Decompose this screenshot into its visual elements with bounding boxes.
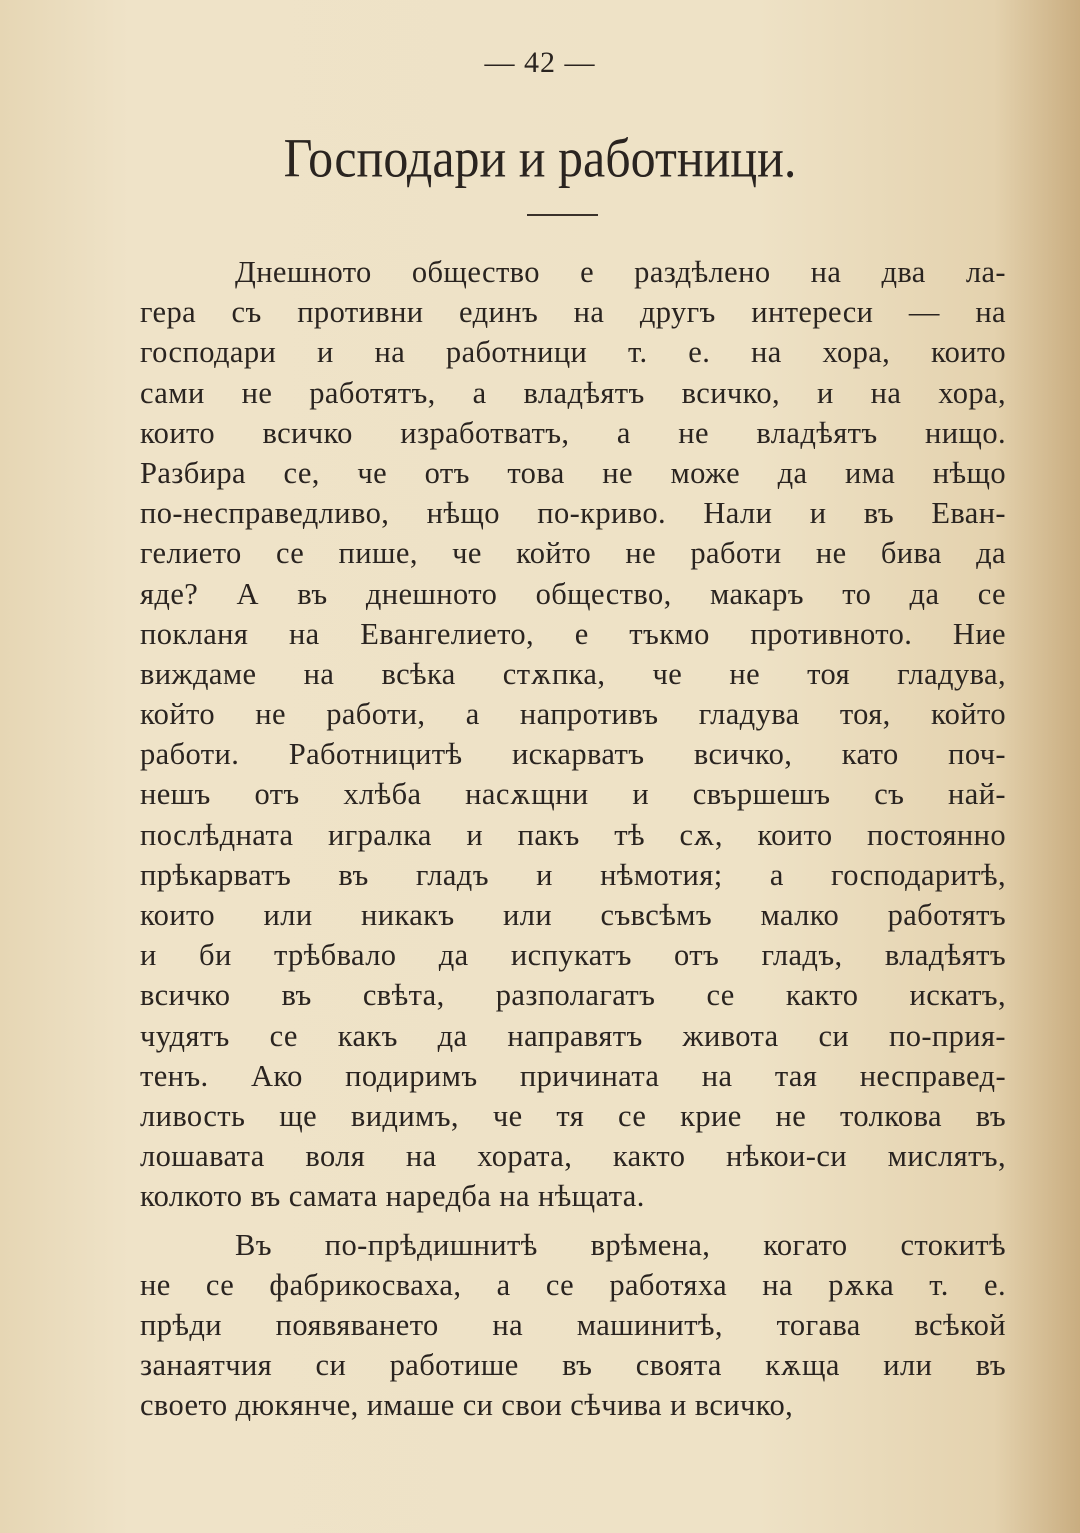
text-line: яде? А въ днешното общество, макаръ то да се [140,576,1006,611]
text-line: колкото въ самата наредба на нѣщата. [140,1179,645,1214]
paragraph [140,252,1006,1217]
text-line: работи. Работницитѣ искарватъ всичко, като поч- [140,737,1006,772]
text-line: сами не работятъ, а владѣятъ всичко, и на хора, [140,375,1006,410]
text-line: прѣди появяването на машинитѣ, тогава всѣкой [140,1307,1006,1342]
text-line: по-несправедливо, нѣщо по-криво. Нали и въ Еван- [140,496,1006,531]
text-line: който не работи, а напротивъ гладува тоя, който [140,697,1006,732]
text-line: гера съ противни единъ на другъ интереси — на [140,295,1006,330]
title-divider [527,214,598,216]
text-line: прѣкарватъ въ гладъ и нѣмотия; а господаритѣ, [140,857,1006,892]
text-line: нешъ отъ хлѣба насѫщни и свършешъ съ най- [140,777,1006,812]
text-line: ливость ще видимъ, че тя се крие не толкова въ [140,1098,1006,1133]
text-line: тенъ. Ако подиримъ причината на тая несправед- [140,1058,1006,1093]
text-line: които или никакъ или съвсѣмъ малко работятъ [140,898,1006,932]
paragraph [140,1225,1006,1426]
text-line: и би трѣбвало да испукатъ отъ гладъ, владѣятъ [140,938,1006,973]
text-line: чудятъ се какъ да направятъ живота си по-прия- [140,1018,1006,1053]
page-number: — 42 — [484,46,596,79]
text-line: господари и на работници т. е. на хора, които [140,335,1006,370]
chapter-title: Господари и работници. [283,127,797,189]
body-text [140,252,1006,1425]
text-line: Днешното общество е раздѣлено на два ла- [235,255,1006,289]
text-line: покланя на Евангелието, е тъкмо противното. Ние [140,616,1006,651]
text-line: всичко въ свѣта, разполагатъ се както искатъ, [140,978,1006,1013]
text-line: своето дюкянче, имаше си свои сѣчива и всичко, [140,1388,794,1423]
text-line: послѣдната игралка и пакъ тѣ сѫ, които постоянно [140,817,1006,852]
text-line: лошавата воля на хората, както нѣкои-си мислятъ, [140,1139,1006,1174]
text-line: Въ по-прѣдишнитѣ врѣмена, когато стокитѣ [235,1227,1006,1262]
text-line: гелието се пише, че който не работи не бива да [140,536,1006,571]
text-line: не се фабрикосваха, а се работяха на рѫка т. е. [140,1267,1006,1302]
text-line: занаятчия си работише въ своята кѫща или въ [140,1348,1006,1383]
text-line: които всичко изработватъ, а не владѣятъ нищо. [140,415,1006,450]
text-line: виждаме на всѣка стѫпка, че не тоя гладува, [140,656,1006,691]
text-line: Разбира се, че отъ това не може да има нѣщо [140,455,1006,490]
